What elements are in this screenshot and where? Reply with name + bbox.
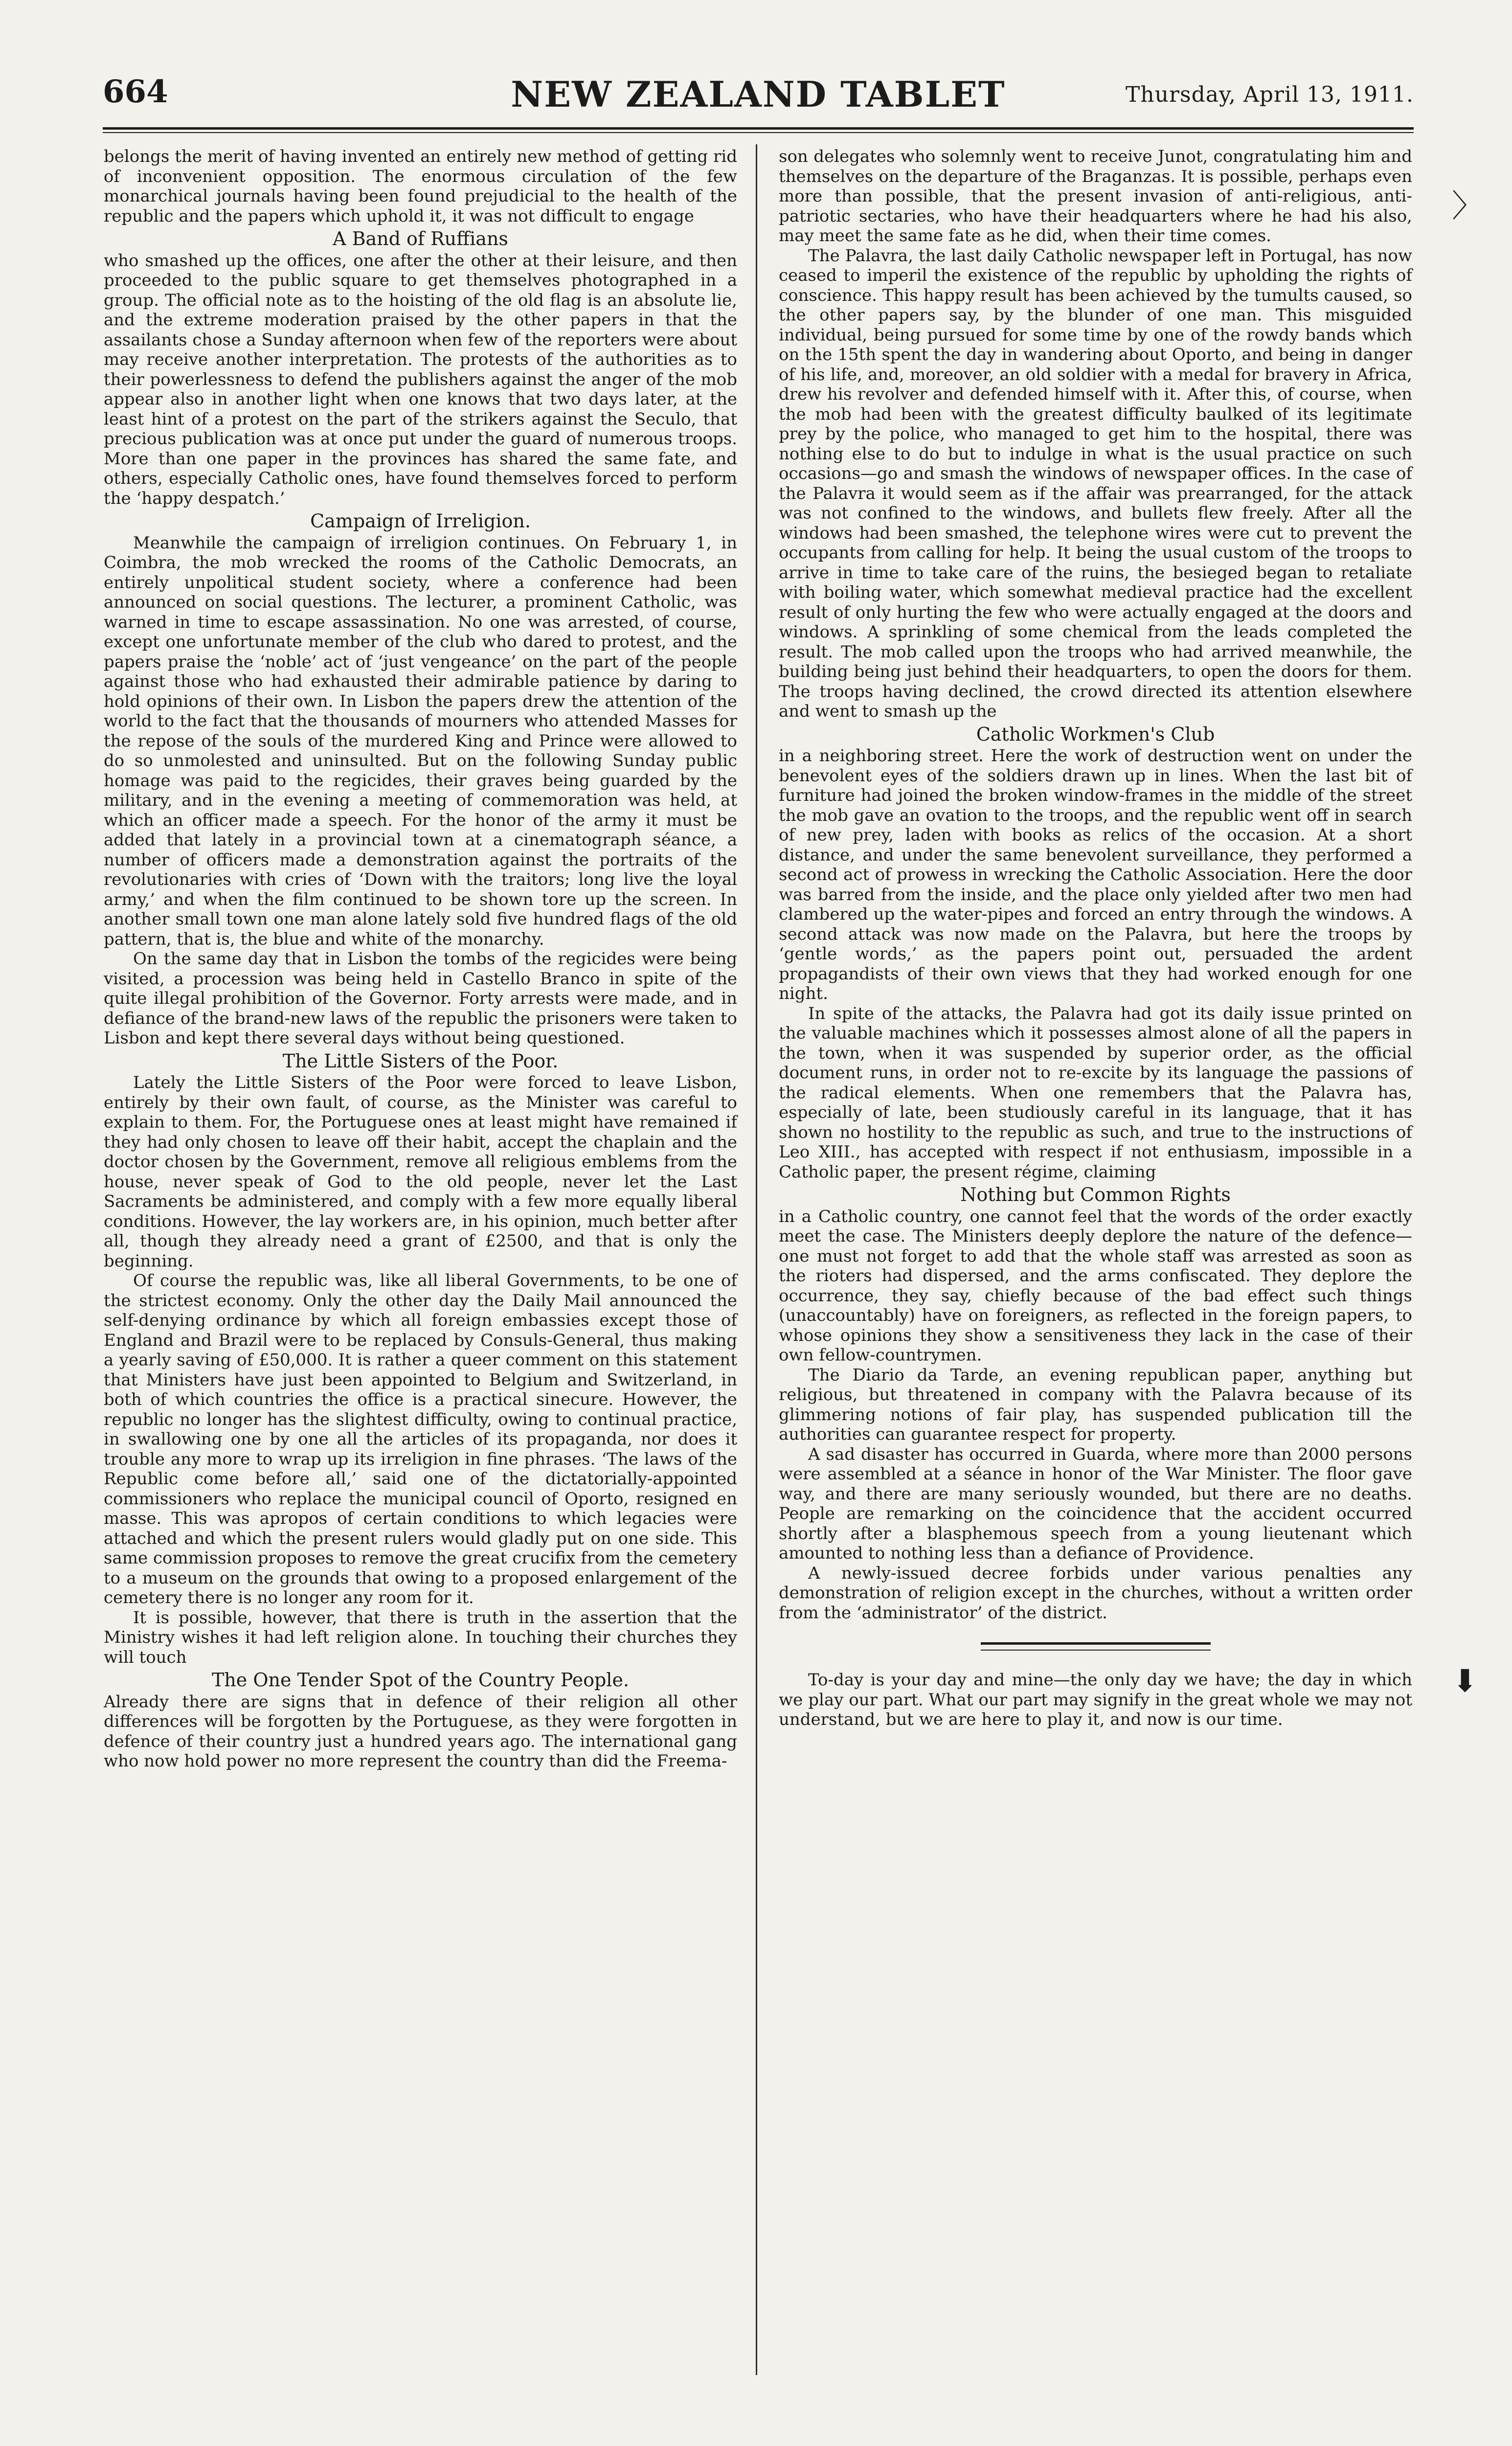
article-paragraph: A newly-issued decree forbids under various penalties any demonstration of religion except in the churches, without a written order from the ‘administrator’ of the district. <box>779 1563 1412 1623</box>
article-paragraph: On the same day that in Lisbon the tombs of the regicides were being visited, a procession was being held in Castello Branco in spite of the quite illegal prohibition of the Governor. Forty arrests were made, and in defiance of the brand-new laws of the republic the prisoners were taken to Lisbon and kept there several days without being questioned. <box>104 949 737 1048</box>
article-paragraph: son delegates who solemnly went to receive Junot, congratulating him and themselves on the departure of the Braganzas. It is possible, perhaps even more than possible, that the present invasion of anti-religious, anti-patriotic sectaries, who have their headquarters where he had his also, may meet the same fate as he did, when their time comes. <box>779 147 1412 246</box>
left-column <box>104 147 737 1771</box>
header-rule-thin <box>103 132 1414 133</box>
section-heading: Campaign of Irreligion. <box>310 510 531 532</box>
article-paragraph: To-day is your day and mine—the only day we have; the day in which we play our part. What our part may signify in the great whole we may not understand, but we are here to play it, and now is our time. <box>779 1670 1412 1729</box>
article-paragraph: In spite of the attacks, the Palavra had got its daily issue printed on the valuable machines which it possesses almost alone of all the papers in the town, when it was suspended by superior order, as the official document runs, in order not to re-excite by its language the passions of the radical elements. When one remembers that the Palavra has, especially of late, been studiously careful in its language, that it has shown no hostility to the republic as such, and true to the instructions of Leo XIII., has accepted with respect if not enthusiasm, impossible in a Catholic paper, the present régime, claiming <box>779 1003 1412 1182</box>
article-paragraph: in a neighboring street. Here the work of destruction went on under the benevolent eyes of the soldiers drawn up in lines. When the last bit of furniture had joined the broken window-frames in the middle of the street the mob gave an ovation to the troops, and the republic went off in search of new prey, laden with books as relics of the occasion. At a short distance, and under the same benevolent surveillance, they performed a second act of prowess in wrecking the Catholic Association. Here the door was barred from the inside, and the place only yielded after two men had clambered up the water-pipes and forced an entry through the windows. A second attack was now made on the Palavra, but here the troops by ‘gentle words,’ as the papers point out, persuaded the ardent propagandists of their own views that they had worked enough for one night. <box>779 746 1412 1003</box>
issue-date: Thursday, April 13, 1911. <box>1125 82 1414 107</box>
article-paragraph: belongs the merit of having invented an entirely new method of getting rid of inconvenient opposition. The enormous circulation of the few monarchical journals having been found prejudicial to the health of the republic and the papers which uphold it, it was not difficult to engage <box>104 147 737 226</box>
right-column <box>779 147 1412 1730</box>
section-heading: Nothing but Common Rights <box>960 1184 1231 1205</box>
right-brace-mark: 〉 <box>1452 188 1483 225</box>
article-paragraph: The Diario da Tarde, an evening republican paper, anything but religious, but threatened in company with the Palavra because of its glimmering notions of fair play, has suspended publication till the authorities can guarantee respect for property. <box>779 1365 1412 1444</box>
article-paragraph: Meanwhile the campaign of irreligion continues. On February 1, in Coimbra, the mob wrecked the rooms of the Catholic Democrats, an entirely unpolitical student society, where a conference had been announced on social questions. The lecturer, a prominent Catholic, was warned in time to escape assassination. No one was arrested, of course, except one unfortunate member of the club who dared to protest, and the papers praise the ‘noble’ act of ‘just vengeance’ on the part of the people against those who had exhausted their admirable patience by daring to hold opinions of their own. In Lisbon the papers drew the attention of the world to the fact that the thousands of mourners who attended Masses for the repose of the souls of the murdered King and Prince were allowed to do so unmolested and uninsulted. But on the following Sunday public homage was paid to the regicides, their graves being guarded by the military, and in the evening a meeting of commemoration was held, at which an officer made a speech. For the honor of the army it must be added that lately in a provincial town at a cinematograph séance, a number of officers made a demonstration against the portraits of the revolutionaries with cries of ‘Down with the traitors; long live the loyal army,’ and when the film continued to be shown tore up the screen. In another small town one man alone lately sold five hundred flags of the old pattern, that is, the blue and white of the monarchy. <box>104 533 737 949</box>
article-paragraph: A sad disaster has occurred in Guarda, where more than 2000 persons were assembled at a séance in honor of the War Minister. The floor gave way, and there are many seriously wounded, but there are no deaths. People are remarking on the coincidence that the accident occurred shortly after a blasphemous speech from a young lieutenant which amounted to nothing less than a defiance of Providence. <box>779 1444 1412 1563</box>
header-rule <box>103 127 1414 130</box>
article-paragraph: who smashed up the offices, one after the other at their leisure, and then proceeded to the public square to get themselves photographed in a group. The official note as to the hoisting of the old flag is an absolute lie, and the extreme moderation praised by the other papers in that the assailants chose a Sunday afternoon when few of the reporters were about may receive another interpretation. The protests of the authorities as to their powerlessness to defend the publishers against the anger of the mob appear also in another light when one knows that two days later, at the least hint of a protest on the part of the strikers against the Seculo, that precious publication was at once put under the guard of numerous troops. More than one paper in the provinces has shared the same fate, and others, especially Catholic ones, have found themselves forced to perform the ‘happy despatch.’ <box>104 250 737 508</box>
article-paragraph: in a Catholic country, one cannot feel that the words of the order exactly meet the case. The Ministers deeply deplore the nature of the defence—one must not forget to add that the whole staff was arrested as soon as the rioters had dispersed, and the arms confiscated. They deplore the occurrence, they say, chiefly because of the bad effect such things (unaccountably) have on foreigners, as reflected in the foreign papers, to whose opinions they show a sensitiveness they lack in the case of their own fellow-countrymen. <box>779 1206 1412 1365</box>
article-paragraph: Lately the Little Sisters of the Poor were forced to leave Lisbon, entirely by their own fault, of course, as the Minister was careful to explain to them. For, the Portuguese ones at least might have remained if they had only chosen to leave off their habit, accept the chaplain and the doctor chosen by the Government, remove all religious emblems from the house, never speak of God to the old people, never let the Last Sacraments be administered, and comply with a few more equally liberal conditions. However, the lay workers are, in his opinion, much better after all, though they already need a grant of £2500, and that is only the beginning. <box>104 1073 737 1271</box>
article-paragraph: It is possible, however, that there is truth in the assertion that the Ministry wishes it had left religion alone. In touching their churches they will touch <box>104 1608 737 1667</box>
section-heading: Catholic Workmen's Club <box>976 723 1215 745</box>
article-paragraph: Already there are signs that in defence of their religion all other differences will be forgotten by the Portuguese, as they were forgotten in defence of their country just a hundred years ago. The international gang who now hold power no more represent the country than did the Freema- <box>104 1692 737 1771</box>
arrow-down-icon: ⬇ <box>1452 1663 1478 1699</box>
article-paragraph: The Palavra, the last daily Catholic newspaper left in Portugal, has now ceased to imperil the existence of the republic by upholding the rights of conscience. This happy result has been achieved by the tumults caused, so the other papers say, by the blunder of one man. This misguided individual, being pursued for some time by one of the rowdy bands which on the 15th spent the day in wandering about Oporto, and being in danger of his life, and, moreover, an old soldier with a medal for bravery in Africa, drew his revolver and defended himself with it. After this, of course, when the mob had been with the greatest difficulty baulked of its legitimate prey by the police, who managed to get him to the hospital, there was nothing else to do but to indulge in what is the usual practice on such occasions—go and smash the windows of newspaper offices. In the case of the Palavra it would seem as if the affair was prearranged, for the attack was not confined to the windows, and bullets flew freely. After all the windows had been smashed, the telephone wires were cut to prevent the occupants from calling for help. It being the usual custom of the troops to arrive in time to take care of the ruins, the besieged began to retaliate with boiling water, which somewhat medieval practice had the excellent result of only hurting the few who were actually engaged at the doors and windows. A sprinkling of some chemical from the leads completed the result. The mob called upon the troops who had arrived meanwhile, the building being just behind their headquarters, to open the doors for them. The troops having declined, the crowd directed its attention elsewhere and went to smash up the <box>779 246 1412 721</box>
section-heading: The One Tender Spot of the Country People. <box>211 1669 630 1691</box>
section-heading: A Band of Ruffians <box>333 228 508 249</box>
article-paragraph: Of course the republic was, like all liberal Governments, to be one of the strictest economy. Only the other day the Daily Mail announced the self-denying ordinance by which all foreign embassies except those of England and Brazil were to be replaced by Consuls-General, thus making a yearly saving of £50,000. It is rather a queer comment on this statement that Ministers have just been appointed to Belgium and Switzerland, in both of which countries the office is a practical sinecure. However, the republic no longer has the slightest difficulty, owing to continual practice, in swallowing one by one all the articles of its propaganda, nor does it trouble any more to wrap up its irreligion in fine phrases. ‘The laws of the Republic come before all,’ said one of the dictatorially-appointed commissioners who replace the municipal council of Oporto, resigned en masse. This was apropos of certain conditions to which legacies were attached and which the present rulers would gladly put on one side. This same commission proposes to remove the great crucifix from the cemetery to a museum on the grounds that owing to a proposed enlargement of the cemetery there is no longer any room for it. <box>104 1271 737 1608</box>
page-number: 664 <box>103 73 168 110</box>
page-header <box>103 73 1414 127</box>
column-rule <box>756 144 757 2375</box>
masthead-title: NEW ZEALAND TABLET <box>511 73 1006 115</box>
section-heading: The Little Sisters of the Poor. <box>282 1050 559 1072</box>
section-separator <box>981 1642 1211 1651</box>
